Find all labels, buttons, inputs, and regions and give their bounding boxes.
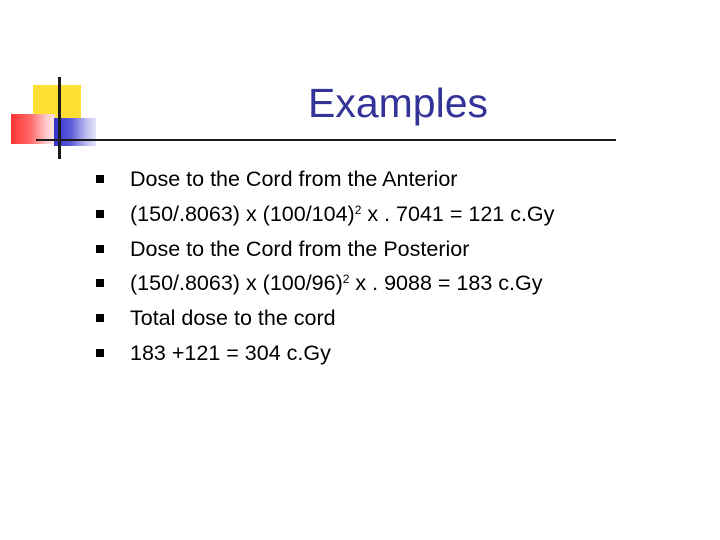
bullet-text-formula-post: x . 7041 = 121 c.Gy bbox=[361, 201, 555, 226]
bullet-text: Dose to the Cord from the Posterior bbox=[130, 236, 470, 261]
bullet-item bbox=[96, 233, 554, 268]
bullet-text: Total dose to the cord bbox=[130, 306, 336, 331]
bullet-item bbox=[96, 163, 554, 198]
bullet-text-exponent: 2 bbox=[354, 202, 362, 217]
square-bullet-icon bbox=[96, 175, 104, 183]
bullet-text-formula-pre: (150/.8063) x (100/104) bbox=[130, 201, 355, 226]
square-bullet-icon bbox=[96, 279, 104, 287]
slide-title: Examples bbox=[307, 80, 488, 126]
bullet-item bbox=[96, 337, 554, 372]
slide-title-container bbox=[100, 78, 696, 128]
logo-vertical-line bbox=[58, 77, 61, 159]
bullet-text-formula-post: x . 9088 = 183 c.Gy bbox=[349, 271, 543, 296]
title-divider-line bbox=[36, 139, 616, 141]
bullet-item bbox=[96, 302, 554, 337]
bullet-text: Dose to the Cord from the Anterior bbox=[130, 167, 458, 191]
bullet-list bbox=[96, 163, 554, 372]
bullet-text-exponent: 2 bbox=[342, 272, 350, 287]
square-bullet-icon bbox=[96, 245, 104, 253]
square-bullet-icon bbox=[96, 314, 104, 322]
bullet-text-formula-pre: (150/.8063) x (100/96) bbox=[130, 271, 343, 296]
square-bullet-icon bbox=[96, 349, 104, 357]
bullet-item bbox=[96, 267, 554, 302]
bullet-item bbox=[96, 198, 554, 233]
square-bullet-icon bbox=[96, 210, 104, 218]
bullet-text: 183 +121 = 304 c.Gy bbox=[130, 340, 331, 365]
